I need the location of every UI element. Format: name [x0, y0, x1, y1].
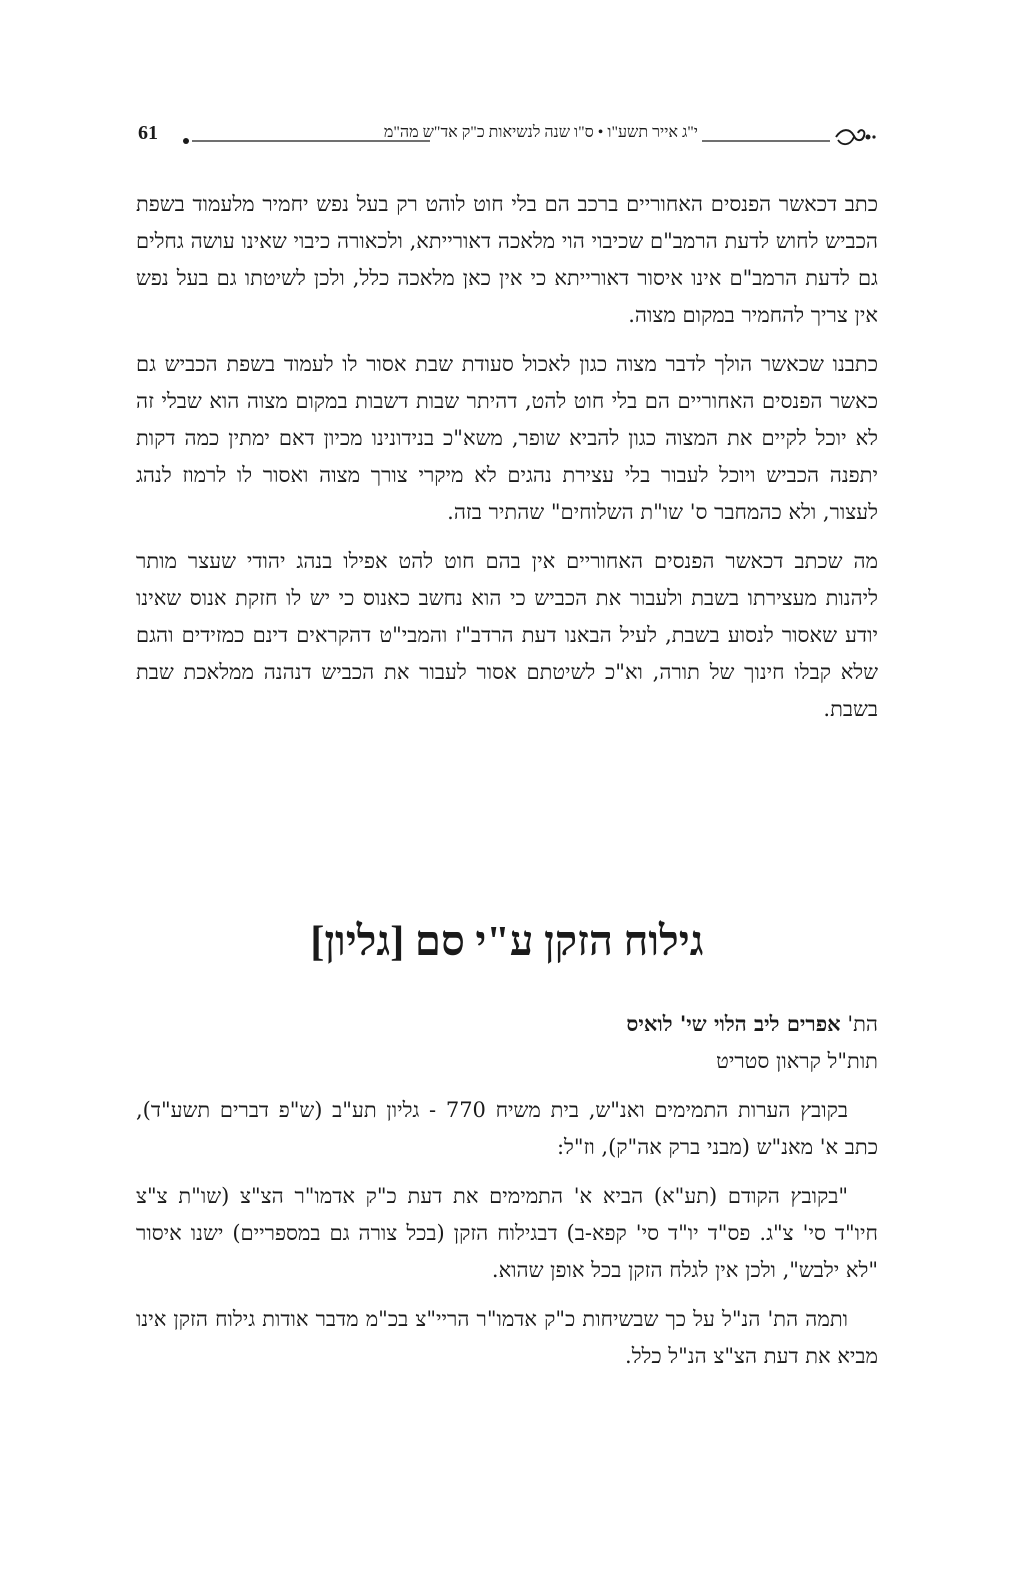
paragraph: מה שכתב דכאשר הפנסים האחוריים אין בהם חוט להט אפילו בנהג יהודי שעצר מותר ליהנות מעצירתו בשבת ולעבור את הכביש כי הוא נחשב כאנוס כי יש לו חזקת אנוס שאינו יודע שאסור לנסוע בשבת, לעיל הבאנו דעת הרדב"ז והמבי"ט דהקראים דינם כמזידים והגם שלא קבלו חינוך של תורה, וא"כ לשיטתם אסור לעבור את הכביש דנהנה ממלאכת שבת בשבת.: [136, 549, 878, 721]
header-rule-right: [700, 135, 832, 147]
paragraph: כתב דכאשר הפנסים האחוריים ברכב הם בלי חוט לוהט רק בעל נפש יחמיר מלעמוד בשפת הכביש לחוש לדעת הרמב"ם שכיבוי הוי מלאכה דאורייתא, ולכאורה כיבוי שאינו עושה גחלים גם לדעת הרמב"ם אינו איסור דאורייתא כי אין כאן מלאכה כלל, ולכן לשיטתו גם בעל נפש אין צריך להחמיר במקום מצוה.: [136, 192, 878, 327]
author-location: תות"ל קראון סטריט: [716, 1049, 878, 1073]
ornament-icon: [834, 124, 878, 150]
author-line: [136, 1005, 878, 1043]
section-1-body: [136, 186, 878, 728]
section-heading: גילוח הזקן ע"י סם [גליון]: [310, 919, 704, 965]
section-2-body: [136, 1005, 878, 1375]
paragraph: ותמה הת' הנ"ל על כך שבשיחות כ"ק אדמו"ר הריי"צ בכ"מ מדבר אודות גילוח הזקן אינו מביא את דעת הצ"צ הנ"ל כלל.: [136, 1307, 878, 1368]
paragraph: כתבנו שכאשר הולך לדבר מצוה כגון לאכול סעודת שבת אסור לו לעמוד בשפת הכביש גם כאשר הפנסים האחוריים הם בלי חוט להט, דהיתר שבות דשבות במקום מצוה הוא שבלי זה לא יוכל לקיים את המצוה כגון להביא שופר, משא"כ בנידונינו מכיון דאם ימתין כמה דקות יתפנה הכביש ויוכל לעבור בלי עצירת נהגים לא מיקרי צורך מצוה ואסור לו לרמוז לנהג לעצור, ולא כהמחבר ס' שו"ת השלוחים" שהתיר בזה.: [136, 352, 878, 524]
page-number: 61: [138, 122, 158, 144]
paragraph: בקובץ הערות התמימים ואנ"ש, בית משיח 770 - גליון תע"ב (ש"פ דברים תשע"ד), כתב א' מאנ"ש (מבני ברק אה"ק), וז"ל:: [136, 1098, 878, 1159]
running-title: י"ג אייר תשע"ו • ס"ו שנה לנשיאות כ"ק אד"ש מה"מ: [383, 124, 698, 141]
running-header: [138, 120, 878, 154]
author-prefix: הת': [840, 1012, 878, 1036]
author-name: אפרים ליב הלוי שי' לואיס: [626, 1011, 841, 1036]
paragraph: "בקובץ הקודם (תע"א) הביא א' התמימים את דעת כ"ק אדמו"ר הצ"צ (שו"ת צ"צ חיו"ד סי' צ"ג. פס"ד יו"ד סי' קפא-ב) דבגילוח הזקן (בכל צורה גם במספריים) ישנו איסור "לא ילבש", ולכן אין לגלח הזקן בכל אופן שהוא.: [136, 1184, 878, 1282]
